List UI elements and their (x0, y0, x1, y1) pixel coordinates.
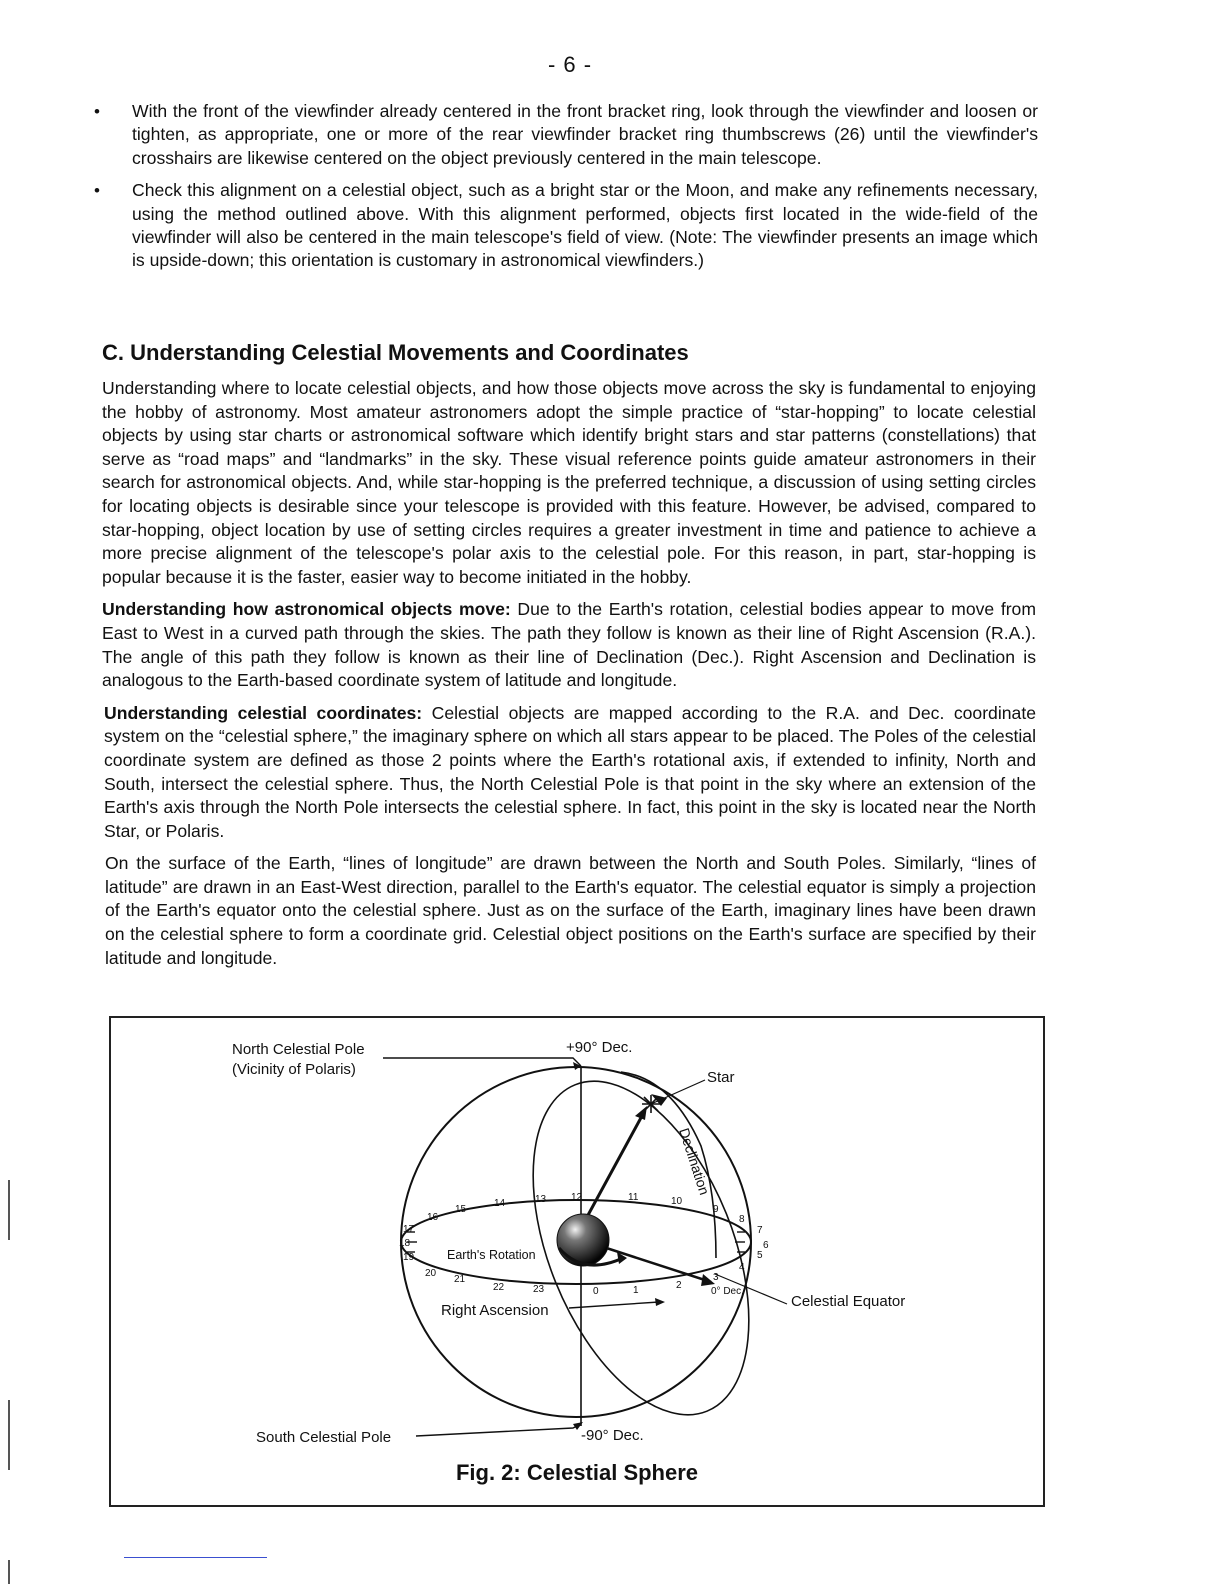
celestial-sphere-figure (109, 1016, 1045, 1507)
declination-label: Declination (676, 1125, 713, 1197)
ra-hour-7: 7 (757, 1225, 763, 1236)
north-pole-label: North Celestial Pole (232, 1041, 365, 1058)
minus-90-dec-label: -90° Dec. (581, 1427, 644, 1444)
ra-hour-16: 16 (427, 1212, 439, 1223)
south-pole-leader (416, 1424, 581, 1436)
celestial-equator-label: Celestial Equator (791, 1293, 906, 1310)
bullet-dot: • (94, 102, 100, 121)
coordinates-paragraph (104, 702, 1036, 844)
section-body (102, 377, 1036, 979)
star-label: Star (707, 1069, 735, 1086)
ra-hour-17: 17 (403, 1224, 415, 1235)
ra-hour-19: 19 (403, 1252, 415, 1263)
coordinates-label: Understanding celestial coordinates: (104, 702, 423, 723)
ra-hour-23: 23 (533, 1284, 545, 1295)
surface-paragraph: On the surface of the Earth, “lines of longitude” are drawn between the North and South Poles. Similarly, “lines of latitude” are drawn in an East-West direction, parallel to the Earth's equator. The celestial equator is simply a projection of the Earth's equator onto the celestial sphere. Just as on the surface of the Earth, imaginary lines have been drawn on the celestial sphere to form a coordinate grid. Celestial object positions on the Earth's surface are specified by their latitude and longitude. (105, 853, 1036, 968)
right-ascension-arrow (569, 1302, 659, 1308)
ra-hour-6: 6 (763, 1240, 769, 1251)
ra-hour-9: 9 (713, 1204, 719, 1215)
movement-text: Due to the Earth's rotation, celestial bodies appear to move from East to West in a curved path through the skies. The path they follow is known as their line of Right Ascension (R.A.). The angle of this path they follow is known as their line of Declination (Dec.). Right Ascension and Declination is analogous to the Earth-based coordinate system of latitude and longitude. (102, 599, 1037, 691)
bullet-item (94, 179, 1038, 273)
bullet-text: Check this alignment on a celestial object, such as a bright star or the Moon, and make any refinements necessary, using the method outlined above. With this alignment performed, objects first located in the wide-field of the viewfinder will also be centered in the main telescope's field of view. (Note: The viewfinder presents an image which is upside-down; this orientation is customary in astronomical viewfinders.) (132, 180, 1038, 271)
south-pole-label: South Celestial Pole (256, 1429, 392, 1446)
ra-hour-4: 4 (739, 1262, 745, 1273)
ra-hour-2: 2 (676, 1280, 682, 1291)
ra-hour-5: 5 (757, 1250, 763, 1261)
plus-90-dec-label: +90° Dec. (566, 1039, 633, 1056)
celestial-sphere-diagram (111, 1018, 1043, 1505)
north-pole-leader (383, 1058, 581, 1066)
bullet-item (94, 100, 1038, 170)
ra-hour-18: 18 (399, 1238, 411, 1249)
ra-hour-20: 20 (425, 1268, 437, 1279)
ra-hour-14: 14 (494, 1198, 506, 1209)
section-heading: C. Understanding Celestial Movements and Coordinates (102, 340, 689, 365)
instruction-bullets (94, 100, 1038, 282)
bullet-dot: • (94, 181, 100, 201)
earth-rotation-label: Earth's Rotation (447, 1248, 536, 1262)
earth-globe (557, 1214, 609, 1266)
ra-hour-10: 10 (671, 1196, 683, 1207)
ra-hour-3: 3 (713, 1272, 719, 1283)
scan-margin-mark (8, 1400, 10, 1470)
ra-hour-13: 13 (535, 1194, 547, 1205)
movement-label: Understanding how astronomical objects move: (102, 599, 511, 620)
scan-margin-mark (8, 1560, 10, 1584)
movement-paragraph (102, 598, 1036, 692)
ra-hour-22: 22 (493, 1282, 505, 1293)
ra-hour-8: 8 (739, 1214, 745, 1225)
north-pole-arrowhead (573, 1062, 581, 1070)
scan-margin-mark (8, 1180, 10, 1240)
ra-hour-0: 0 (593, 1286, 599, 1297)
earth-star-arrowhead (635, 1106, 647, 1120)
footer-rule (124, 1557, 267, 1558)
bullet-text: With the front of the viewfinder already centered in the front bracket ring, look through the viewfinder and loosen or tighten, as appropriate, one or more of the rear viewfinder bracket ring thumbscrews (26) until the viewfinder's crosshairs are likewise centered on the object previously centered in the main telescope. (132, 101, 1038, 168)
north-pole-note: (Vicinity of Polaris) (232, 1061, 356, 1078)
intro-paragraph: Understanding where to locate celestial objects, and how those objects move across the sky is fundamental to enjoying the hobby of astronomy. Most amateur astronomers adopt the simple practice of “star-hopping” to locate celestial objects by using star charts or astronomical software which identify bright stars and star patterns (constellations) that serve as “road maps” and “landmarks” in the sky. These visual reference points guide amateur astronomers in their search for astronomical objects. And, while star-hopping is the preferred technique, a discussion of using setting circles for locating objects is desirable since your telescope is provided with this feature. However, be advised, compared to star-hopping, object location by use of setting circles requires a greater investment in time and patience to achieve a more precise alignment of the telescope's polar axis to the celestial pole. For this reason, in part, star-hopping is popular because it is the faster, easier way to become initiated in the hobby. (102, 378, 1036, 587)
coordinates-text: Celestial objects are mapped according to the R.A. and Dec. coordinate system on the “celestial sphere,” the imaginary sphere on which all stars appear to be placed. The Poles of the celestial coordinate system are defined as those 2 points where the Earth's rotational axis, if extended to infinity, North and South, intersect the celestial sphere. Thus, the North Celestial Pole is that point in the sky where an extension of the Earth's axis through the North Pole intersects the celestial sphere. In fact, this point in the sky is located near the North Star, or Polaris. (104, 702, 1036, 841)
ra-hour-1: 1 (633, 1285, 639, 1296)
figure-caption: Fig. 2: Celestial Sphere (455, 1460, 699, 1485)
ra-hour-15: 15 (455, 1204, 467, 1215)
ra-hour-12: 12 (571, 1192, 583, 1203)
earth-star-line (581, 1114, 643, 1228)
right-ascension-label: Right Ascension (441, 1302, 549, 1319)
ra-hour-21: 21 (454, 1274, 466, 1285)
page-number: - 6 - (547, 52, 593, 77)
ra-hour-11: 11 (628, 1192, 639, 1203)
right-ascension-arrowhead (655, 1298, 665, 1306)
zero-dec-label: 0° Dec. (711, 1286, 744, 1297)
